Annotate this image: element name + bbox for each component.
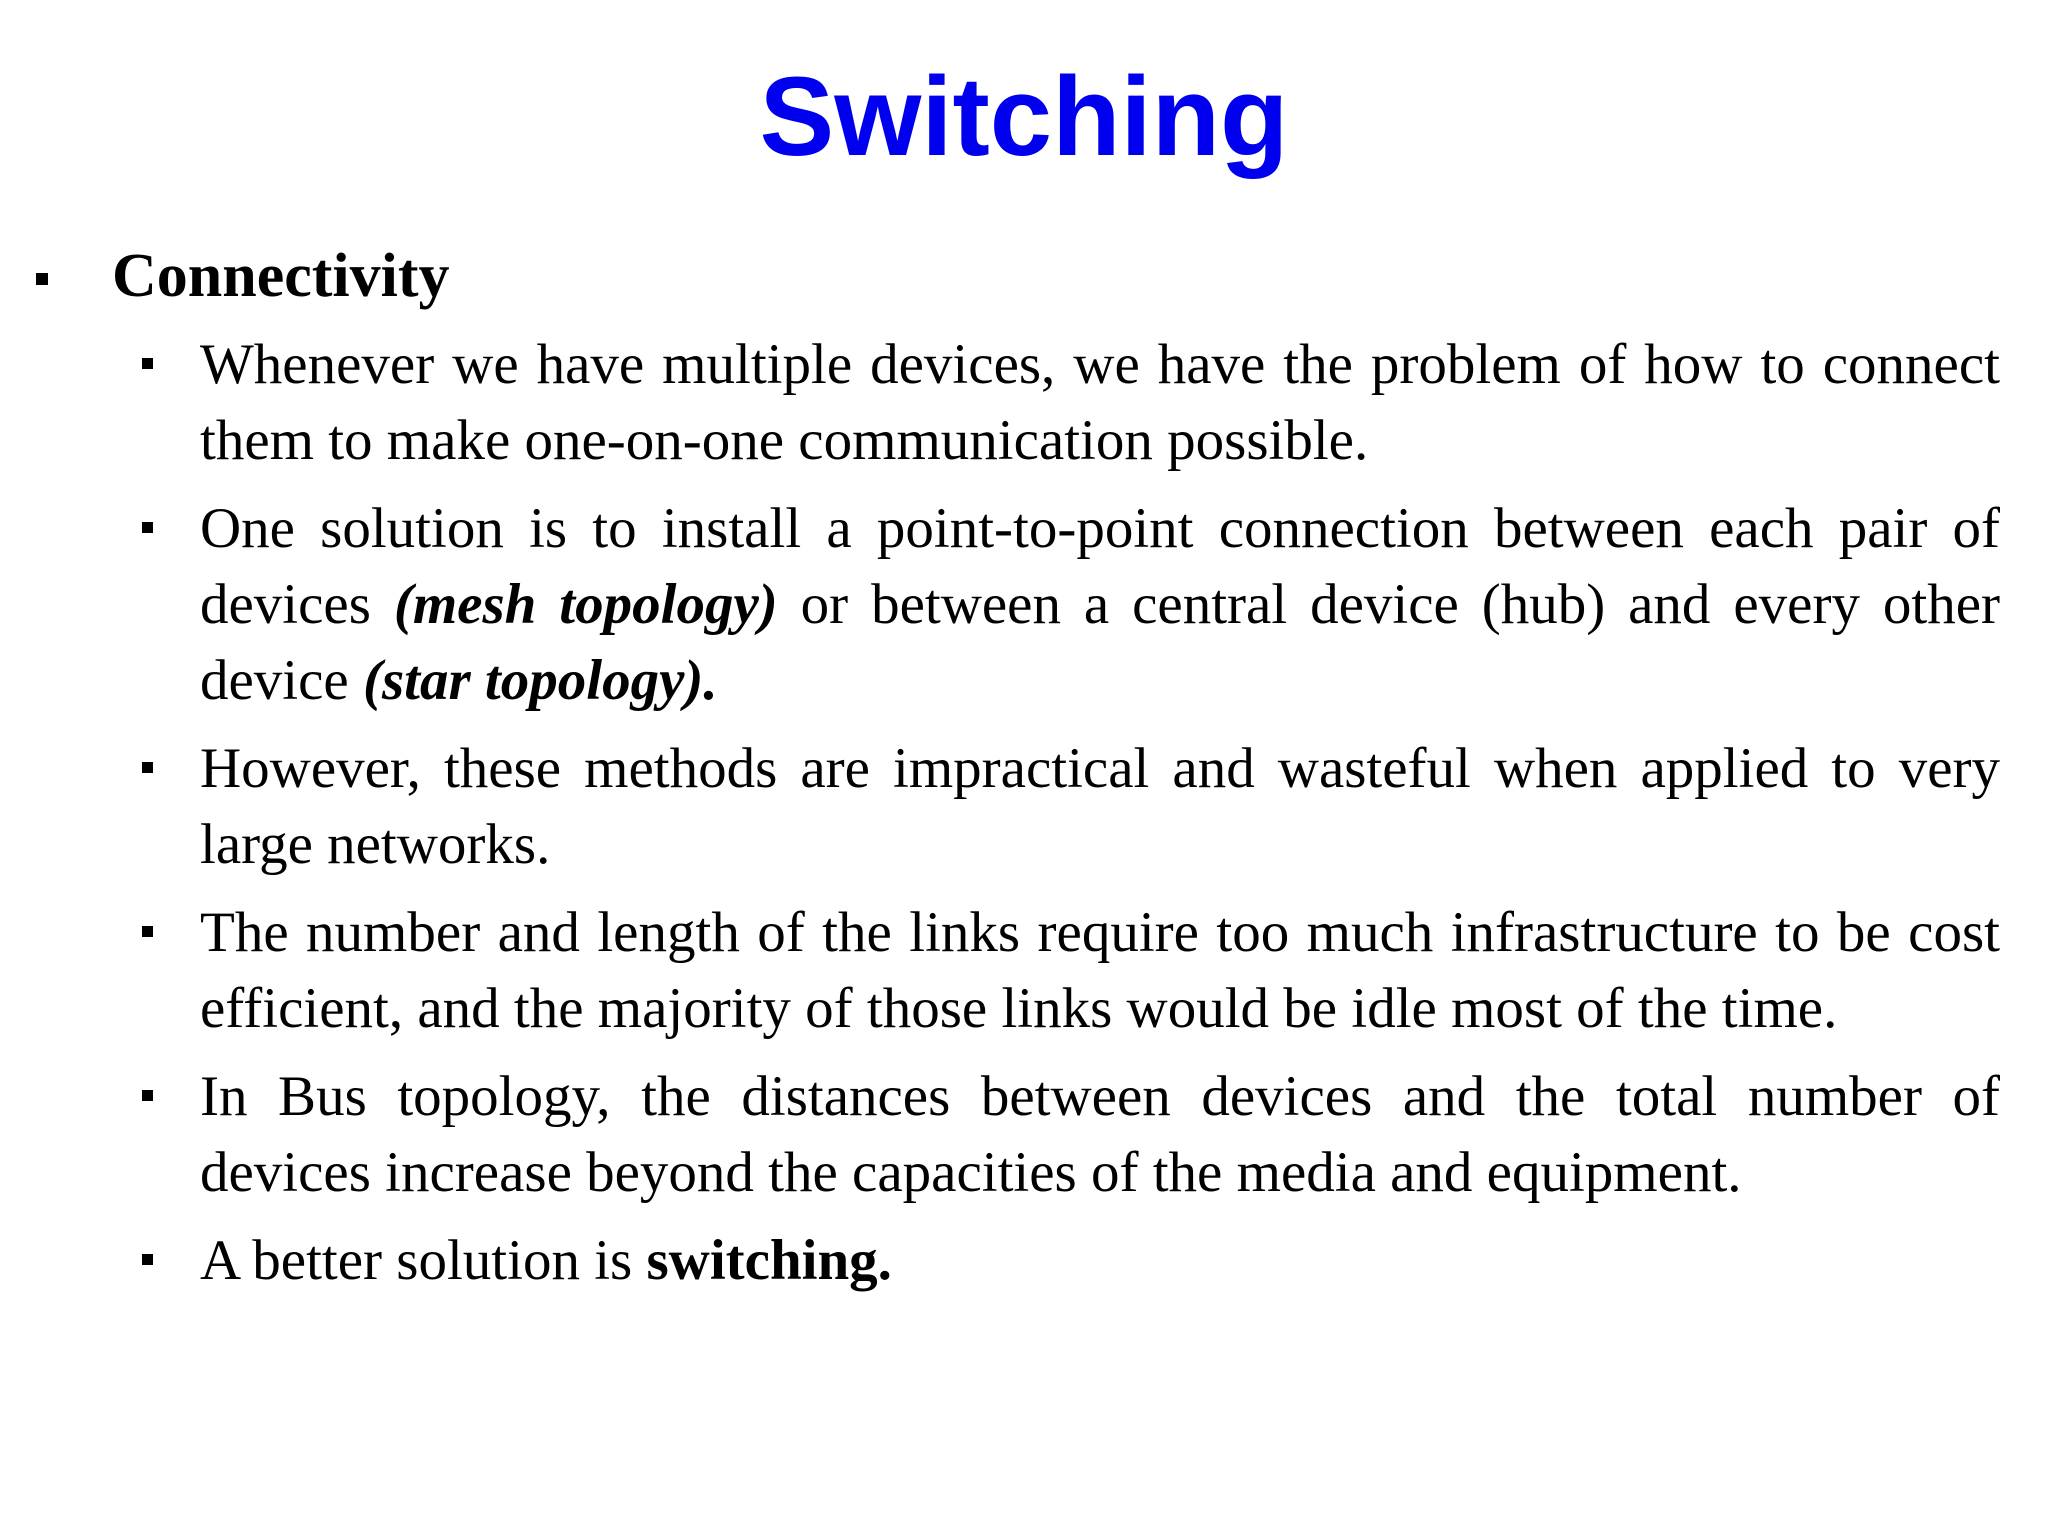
square-bullet-icon	[142, 1090, 153, 1101]
list-item	[200, 895, 2000, 1047]
list-item-text: Whenever we have multiple devices, we have the problem of how to connect them to make one-on-one communication possible.	[200, 333, 2000, 472]
sub-bullet-list	[200, 327, 2000, 1311]
square-bullet-icon	[142, 1254, 153, 1265]
list-item	[200, 1059, 2000, 1211]
list-item	[200, 731, 2000, 883]
section-heading-connectivity: Connectivity	[112, 242, 450, 310]
emphasis-mesh-topology: (mesh topology)	[393, 573, 778, 636]
list-item-text: One solution is to install a point-to-point connection between each pair of devices	[200, 497, 2000, 636]
emphasis-switching: switching.	[646, 1229, 892, 1292]
slide-title: Switching	[759, 54, 1289, 179]
square-bullet-icon	[36, 273, 48, 285]
emphasis-star-topology: (star topology).	[362, 649, 718, 712]
list-item-text: However, these methods are impractical and wasteful when applied to very large networks.	[200, 737, 2000, 876]
square-bullet-icon	[142, 522, 153, 533]
square-bullet-icon	[142, 926, 153, 937]
list-item-text: The number and length of the links require too much infrastructure to be cost efficient, and the majority of those links would be idle most of the time.	[200, 901, 2000, 1040]
list-item	[200, 491, 2000, 719]
square-bullet-icon	[142, 762, 153, 773]
list-item-text: In Bus topology, the distances between devices and the total number of devices increase beyond the capacities of the media and equipment.	[200, 1065, 2000, 1204]
square-bullet-icon	[142, 358, 153, 369]
list-item-text: A better solution is	[200, 1229, 647, 1292]
list-item	[200, 1223, 2000, 1299]
list-item	[200, 327, 2000, 479]
list-item-text: or between a central device (hub) and every other device	[200, 573, 2000, 712]
